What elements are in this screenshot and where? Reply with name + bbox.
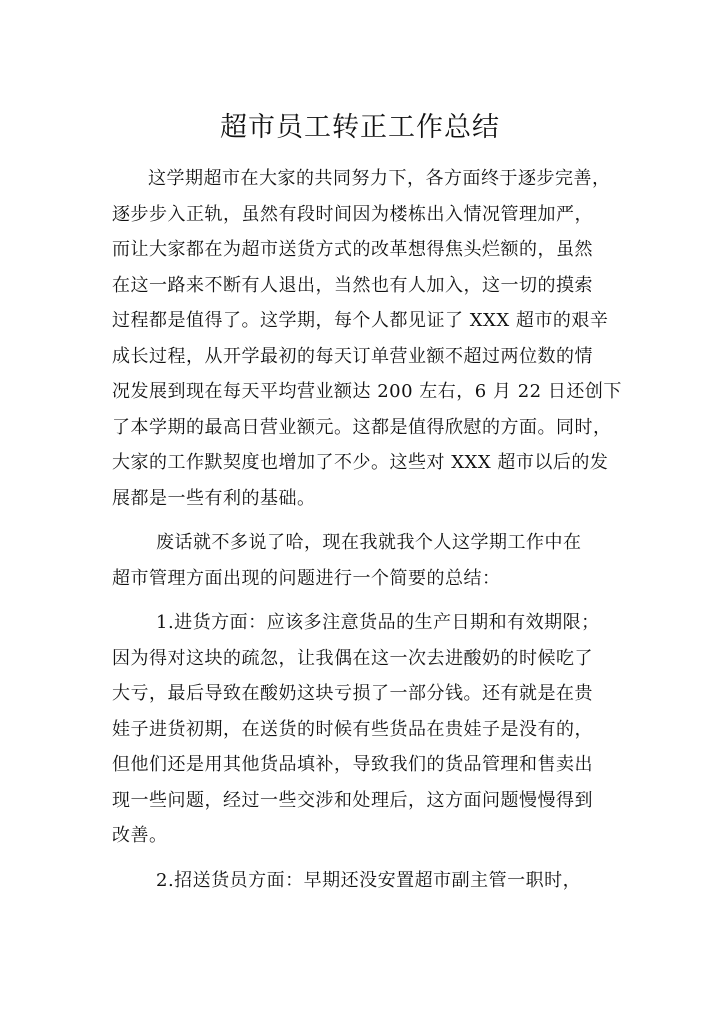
paragraph-line: 展都是一些有利的基础。 [112, 487, 316, 509]
paragraph-gap [112, 516, 610, 525]
paragraph-line: 因为得对这块的疏忽，让我偶在这一次去进酸奶的时候吃了 [112, 647, 593, 669]
paragraph-line: 过程都是值得了。这学期，每个人都见证了 XXX 超市的艰辛 [112, 310, 609, 331]
paragraph-gap [112, 596, 610, 605]
paragraph-line: 而让大家都在为超市送货方式的改革想得焦头烂额的，虽然 [112, 239, 593, 260]
paragraph-line: 这学期超市在大家的共同努力下，各方面终于逐步完善， [148, 168, 611, 189]
paragraph-line: 超市管理方面出现的问题进行一个简要的总结： [112, 567, 501, 589]
paragraph-line: 娃子进货初期，在送货的时候有些货品在贵娃子是没有的， [112, 718, 593, 740]
paragraph-4 [112, 863, 610, 899]
paragraph-line: 大家的工作默契度也增加了不少。这些对 XXX 超市以后的发 [112, 452, 609, 473]
paragraph-line: 逐步步入正轨，虽然有段时间因为楼栋出入情况管理加严， [112, 203, 593, 225]
paragraph-1 [112, 161, 622, 516]
paragraph-line: 废话就不多说了哈，现在我就我个人这学期工作中在 [156, 532, 582, 553]
paragraph-2 [112, 525, 610, 596]
paragraph-line: 况发展到现在每天平均营业额达 200 左右，6 月 22 日还创下 [112, 381, 622, 402]
paragraph-gap [112, 854, 610, 863]
document-body [112, 161, 622, 898]
paragraph-line: 改善。 [112, 825, 168, 846]
paragraph-line: 1.进货方面：应该多注意货品的生产日期和有效期限； [156, 612, 600, 633]
paragraph-line: 2.招送货员方面：早期还没安置超市副主管一职时， [156, 869, 582, 891]
document-title: 超市员工转正工作总结 [220, 112, 500, 143]
paragraph-line: 现一些问题，经过一些交涉和处理后，这方面问题慢慢得到 [112, 789, 593, 811]
paragraph-line: 大亏，最后导致在酸奶这块亏损了一部分钱。还有就是在贵 [112, 683, 593, 704]
paragraph-line: 但他们还是用其他货品填补，导致我们的货品管理和售卖出 [112, 754, 593, 775]
paragraph-line: 了本学期的最高日营业额元。这都是值得欣慰的方面。同时， [112, 416, 612, 438]
paragraph-line: 在这一路来不断有人退出，当然也有人加入，这一切的摸索 [112, 274, 593, 296]
paragraph-3 [112, 605, 610, 854]
paragraph-line: 成长过程，从开学最初的每天订单营业额不超过两位数的情 [112, 345, 593, 367]
